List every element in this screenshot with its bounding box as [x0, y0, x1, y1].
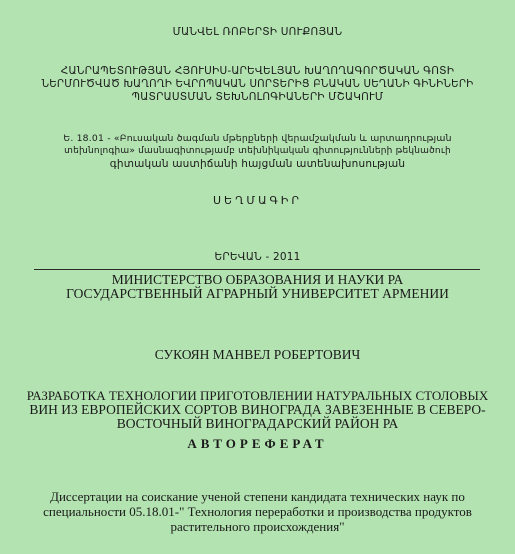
russian-desc-line-3: растительного происхождения"	[170, 519, 345, 534]
russian-thesis-title	[25, 389, 490, 431]
armenian-author-line: ՄԱՆՎԵԼ ՌՈԲԵՐՏԻ ՍՈՒՔՈՅԱՆ	[172, 26, 343, 38]
armenian-title-line-1: ՀԱՆՐԱՊԵՏՈՒԹՅԱՆ ՀՅՈՒՍԻՍ-ԱՐԵՎԵԼՅԱՆ ԽԱՂՈՂԱԳՈՐԾԱԿԱՆ ԳՈՏԻ	[60, 65, 455, 77]
armenian-spec-line-3: գիտական աստիճանի հայցման ատենախոսության	[109, 158, 406, 170]
russian-title-line-1: РАЗРАБОТКА ТЕХНОЛОГИИ ПРИГОТОВЛЕНИИ НАТУРАЛЬНЫХ СТОЛОВЫХ	[26, 388, 489, 403]
armenian-author-name	[0, 26, 515, 39]
russian-desc-line-1: Диссертации на соискание ученой степени кандидата технических наук по	[50, 489, 465, 504]
russian-title-line-2: ВИН ИЗ ЕВРОПЕЙСКИХ СОРТОВ ВИНОГРАДА ЗАВЕЗЕННЫЕ В СЕВЕРО-	[29, 402, 486, 417]
russian-ministry-line-1: МИНИСТЕРСТВО ОБРАЗОВАНИЯ И НАУКИ РА	[111, 272, 404, 287]
russian-ministry-line-2: ГОСУДАРСТВЕННЫЙ АГРАРНЫЙ УНИВЕРСИТЕТ АРМЕНИИ	[66, 286, 449, 301]
armenian-spec-line-1: Ե. 18.01 - «Բուսական ծագման մթերքների վերամշակման և արտադրության	[63, 133, 452, 144]
russian-dissertation-description	[25, 489, 490, 534]
armenian-specialty-text	[60, 132, 455, 171]
russian-author-name: СУКОЯН МАНВЕЛ РОБЕРТОВИЧ	[154, 347, 361, 362]
russian-abstract-heading: АВТОРЕФЕРАТ	[187, 436, 328, 451]
armenian-city-year: ԵՐԵՎԱՆ - 2011	[214, 251, 301, 263]
armenian-abstract-heading: ՍԵՂՄԱԳԻՐ	[212, 194, 303, 207]
russian-desc-line-2: специальности 05.18.01-" Технология переработки и производства продуктов	[43, 504, 472, 519]
armenian-title-line-2: ՆԵՐՄՈՒԾՎԱԾ ԽԱՂՈՂԻ ԵՎՐՈՊԱԿԱՆ ՍՈՐՏԵՐԻՑ ԲՆԱԿԱՆ ՍԵՂԱՆԻ ԳԻՆԻՆԵՐԻ	[41, 78, 474, 90]
armenian-title-line-3: ՊԱՏՐԱՍՏՄԱՆ ՏԵԽՆՈԼՈԳԻԱՆԵՐԻ ՄՇԱԿՈՒՄ	[131, 91, 384, 103]
armenian-spec-line-2: տեխնոլոգիա» մասնագիտությամբ տեխնիկական գիտությունների թեկնածուի	[64, 146, 451, 156]
russian-ministry-block	[20, 273, 495, 301]
section-divider	[34, 269, 480, 270]
armenian-thesis-title	[40, 65, 475, 104]
russian-title-line-3: ВОСТОЧНЫЙ ВИНОГРАДАРСКИЙ РАЙОН РА	[116, 416, 399, 431]
